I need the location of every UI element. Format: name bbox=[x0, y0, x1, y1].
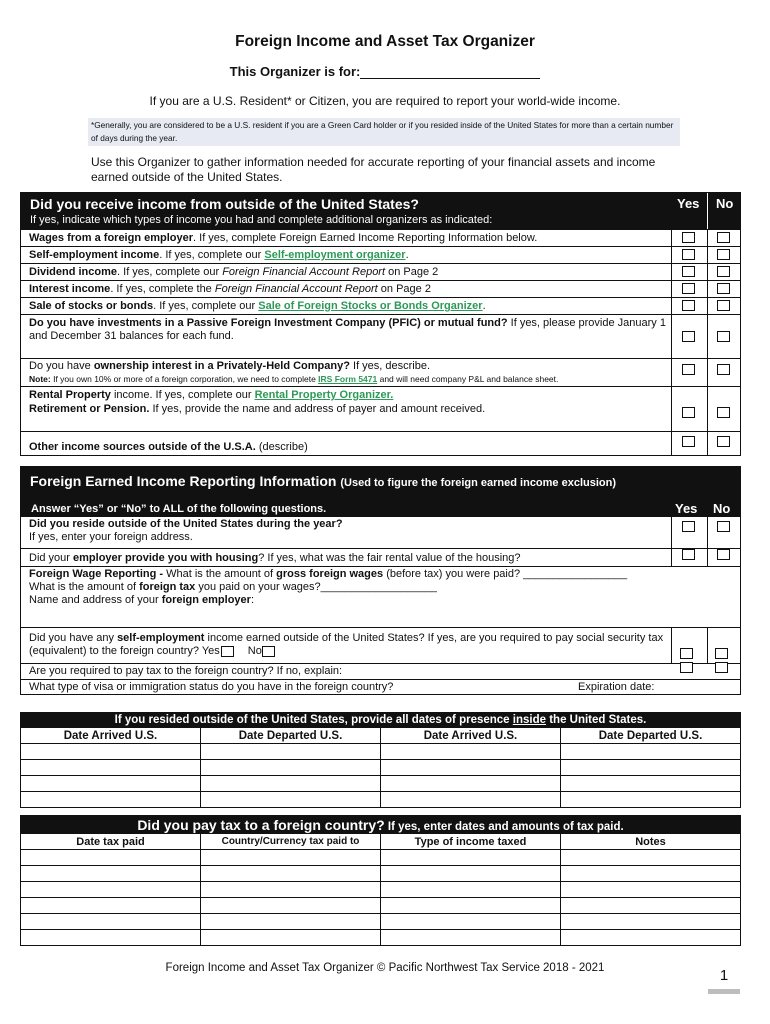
use-instructions: Use this Organizer to gather information needed for accurate reporting of your financial assets and income earned outside of the United States. bbox=[91, 155, 656, 184]
self-employment-abroad-yes-checkbox[interactable] bbox=[680, 648, 693, 659]
sale-stocks-organizer-link[interactable]: Sale of Foreign Stocks or Bonds Organizer bbox=[258, 300, 483, 312]
table-row bbox=[21, 914, 741, 930]
sale-stocks-row: Sale of stocks or bonds. If yes, complete our Sale of Foreign Stocks or Bonds Organizer. bbox=[21, 297, 740, 315]
section1-header bbox=[21, 193, 740, 229]
retirement-no-checkbox[interactable] bbox=[717, 407, 730, 418]
housing-no-checkbox[interactable] bbox=[717, 549, 730, 560]
section1-yes-label: Yes bbox=[677, 196, 700, 211]
interest-yes-checkbox[interactable] bbox=[682, 283, 695, 294]
foreign-earned-income-section bbox=[20, 466, 741, 695]
requirement-text: If you are a U.S. Resident* or Citizen, you are required to report your world-wide income. bbox=[149, 94, 621, 108]
retirement-yes-checkbox[interactable] bbox=[682, 407, 695, 418]
pfic-no-checkbox[interactable] bbox=[717, 331, 730, 342]
table-row bbox=[21, 792, 741, 808]
rental-property-organizer-link[interactable]: Rental Property Organizer. bbox=[254, 389, 394, 401]
section1-subtitle: If yes, indicate which types of income you had and complete additional organizers as indicated: bbox=[30, 214, 493, 226]
foreign-tax-no-checkbox[interactable] bbox=[715, 662, 728, 673]
income-outside-us-section bbox=[20, 192, 741, 456]
retirement-row: Retirement or Pension. If yes, provide the name and address of payer and amount received. bbox=[21, 401, 740, 431]
self-employment-organizer-link[interactable]: Self-employment organizer bbox=[264, 249, 406, 261]
presence-col-header: Date Departed U.S. bbox=[561, 728, 741, 744]
section2-title: Foreign Earned Income Reporting Information (Used to figure the foreign earned income exclusion) bbox=[30, 473, 617, 489]
visa-status-row: What type of visa or immigration status do you have in the foreign country? Expiration date: bbox=[21, 679, 740, 696]
table-row bbox=[21, 850, 741, 866]
dividend-no-checkbox[interactable] bbox=[717, 266, 730, 277]
irs-form-5471-link[interactable]: IRS Form 5471 bbox=[318, 374, 378, 384]
wages-no-checkbox[interactable] bbox=[717, 232, 730, 243]
ss-tax-no-checkbox[interactable] bbox=[262, 646, 275, 657]
housing-yes-checkbox[interactable] bbox=[682, 549, 695, 560]
ss-tax-yes-checkbox[interactable] bbox=[221, 646, 234, 657]
rental-property-row: Rental Property income. If yes, complete our Rental Property Organizer. bbox=[21, 386, 740, 404]
ownership-yes-checkbox[interactable] bbox=[682, 364, 695, 375]
self-employment-row: Self-employment income. If yes, complete our Self-employment organizer. bbox=[21, 246, 740, 264]
presence-col-header: Date Arrived U.S. bbox=[21, 728, 201, 744]
other-income-yes-checkbox[interactable] bbox=[682, 436, 695, 447]
section2-answer-all: Answer “Yes” or “No” to ALL of the following questions. bbox=[31, 503, 327, 515]
other-income-no-checkbox[interactable] bbox=[717, 436, 730, 447]
pfic-row: Do you have investments in a Passive Foreign Investment Company (PFIC) or mutual fund? If yes, please provide January 1 and December 31 balances for each fund. bbox=[21, 314, 740, 359]
section2-header bbox=[21, 467, 740, 517]
foreign-tax-yes-checkbox[interactable] bbox=[680, 662, 693, 673]
wages-row: Wages from a foreign employer. If yes, complete Foreign Earned Income Reporting Information below. bbox=[21, 229, 740, 247]
page-number: 1 bbox=[719, 967, 729, 984]
reside-outside-row: Did you reside outside of the United States during the year? If yes, enter your foreign address. bbox=[21, 517, 740, 547]
table-row bbox=[21, 882, 741, 898]
interest-row: Interest income. If yes, complete the Foreign Financial Account Report on Page 2 bbox=[21, 280, 740, 298]
ownership-row: Do you have ownership interest in a Privately-Held Company? If yes, describe. Note: If you own 10% or more of a foreign corporation, we need to complete IRS Form 5471 and will need company P&L and balance sheet. bbox=[21, 358, 740, 387]
interest-no-checkbox[interactable] bbox=[717, 283, 730, 294]
presence-dates-table bbox=[20, 712, 741, 808]
reside-outside-yes-checkbox[interactable] bbox=[682, 521, 695, 532]
dividend-yes-checkbox[interactable] bbox=[682, 266, 695, 277]
wages-yes-checkbox[interactable] bbox=[682, 232, 695, 243]
self-employment-abroad-no-checkbox[interactable] bbox=[715, 648, 728, 659]
other-income-row: Other income sources outside of the U.S.A. (describe) bbox=[21, 431, 740, 457]
reside-outside-no-checkbox[interactable] bbox=[717, 521, 730, 532]
table-row bbox=[21, 744, 741, 760]
ownership-no-checkbox[interactable] bbox=[717, 364, 730, 375]
foreign-tax-required-row: Are you required to pay tax to the foreign country? If no, explain: bbox=[21, 663, 740, 680]
expiration-date-label: Expiration date: bbox=[578, 681, 655, 693]
presence-table-title: If you resided outside of the United States, provide all dates of presence inside the United States. bbox=[21, 713, 741, 728]
foreign-wage-row: Foreign Wage Reporting - What is the amount of gross foreign wages (before tax) you were paid? _________________ What is the amount of foreign tax you paid on your wages?___________________ Name and address of your foreign employer: bbox=[21, 566, 740, 628]
table-row bbox=[21, 776, 741, 792]
organizer-for-field[interactable] bbox=[360, 66, 540, 79]
presence-col-header: Date Arrived U.S. bbox=[381, 728, 561, 744]
table-row bbox=[21, 866, 741, 882]
footer-text: Foreign Income and Asset Tax Organizer © Pacific Northwest Tax Service 2018 - 2021 bbox=[165, 962, 605, 974]
housing-row: Did your employer provide you with housing? If yes, what was the fair rental value of the housing? bbox=[21, 548, 740, 567]
table-row bbox=[21, 930, 741, 946]
section1-title: Did you receive income from outside of the United States? bbox=[30, 196, 419, 212]
presence-col-header: Date Departed U.S. bbox=[201, 728, 381, 744]
dividend-row: Dividend income. If yes, complete our Foreign Financial Account Report on Page 2 bbox=[21, 263, 740, 281]
section2-yes-label: Yes bbox=[675, 501, 698, 516]
organizer-for bbox=[0, 64, 770, 79]
page-title: Foreign Income and Asset Tax Organizer bbox=[235, 33, 535, 50]
self-employment-yes-checkbox[interactable] bbox=[682, 249, 695, 260]
foreign-tax-col-header: Type of income taxed bbox=[381, 834, 561, 850]
self-employment-no-checkbox[interactable] bbox=[717, 249, 730, 260]
foreign-tax-col-header: Country/Currency tax paid to bbox=[201, 834, 381, 850]
sale-stocks-yes-checkbox[interactable] bbox=[682, 300, 695, 311]
foreign-tax-table-title: Did you pay tax to a foreign country? If yes, enter dates and amounts of tax paid. bbox=[21, 816, 741, 834]
table-row bbox=[21, 760, 741, 776]
table-row bbox=[21, 898, 741, 914]
foreign-tax-col-header: Notes bbox=[561, 834, 741, 850]
sale-stocks-no-checkbox[interactable] bbox=[717, 300, 730, 311]
page-number-underline bbox=[708, 989, 740, 994]
resident-note: *Generally, you are considered to be a U.S. resident if you are a Green Card holder or if you resided inside of the United States for more than a certain number of days during the year. bbox=[88, 118, 680, 146]
foreign-tax-col-header: Date tax paid bbox=[21, 834, 201, 850]
section1-no-label: No bbox=[716, 196, 734, 211]
section2-no-label: No bbox=[713, 501, 731, 516]
foreign-tax-paid-table bbox=[20, 815, 741, 946]
self-employment-abroad-row: Did you have any self-employment income earned outside of the United States? If yes, are you required to pay social security tax (equivalent) to the foreign country? Yes No bbox=[21, 627, 740, 664]
pfic-yes-checkbox[interactable] bbox=[682, 331, 695, 342]
organizer-for-label: This Organizer is for: bbox=[229, 64, 361, 79]
